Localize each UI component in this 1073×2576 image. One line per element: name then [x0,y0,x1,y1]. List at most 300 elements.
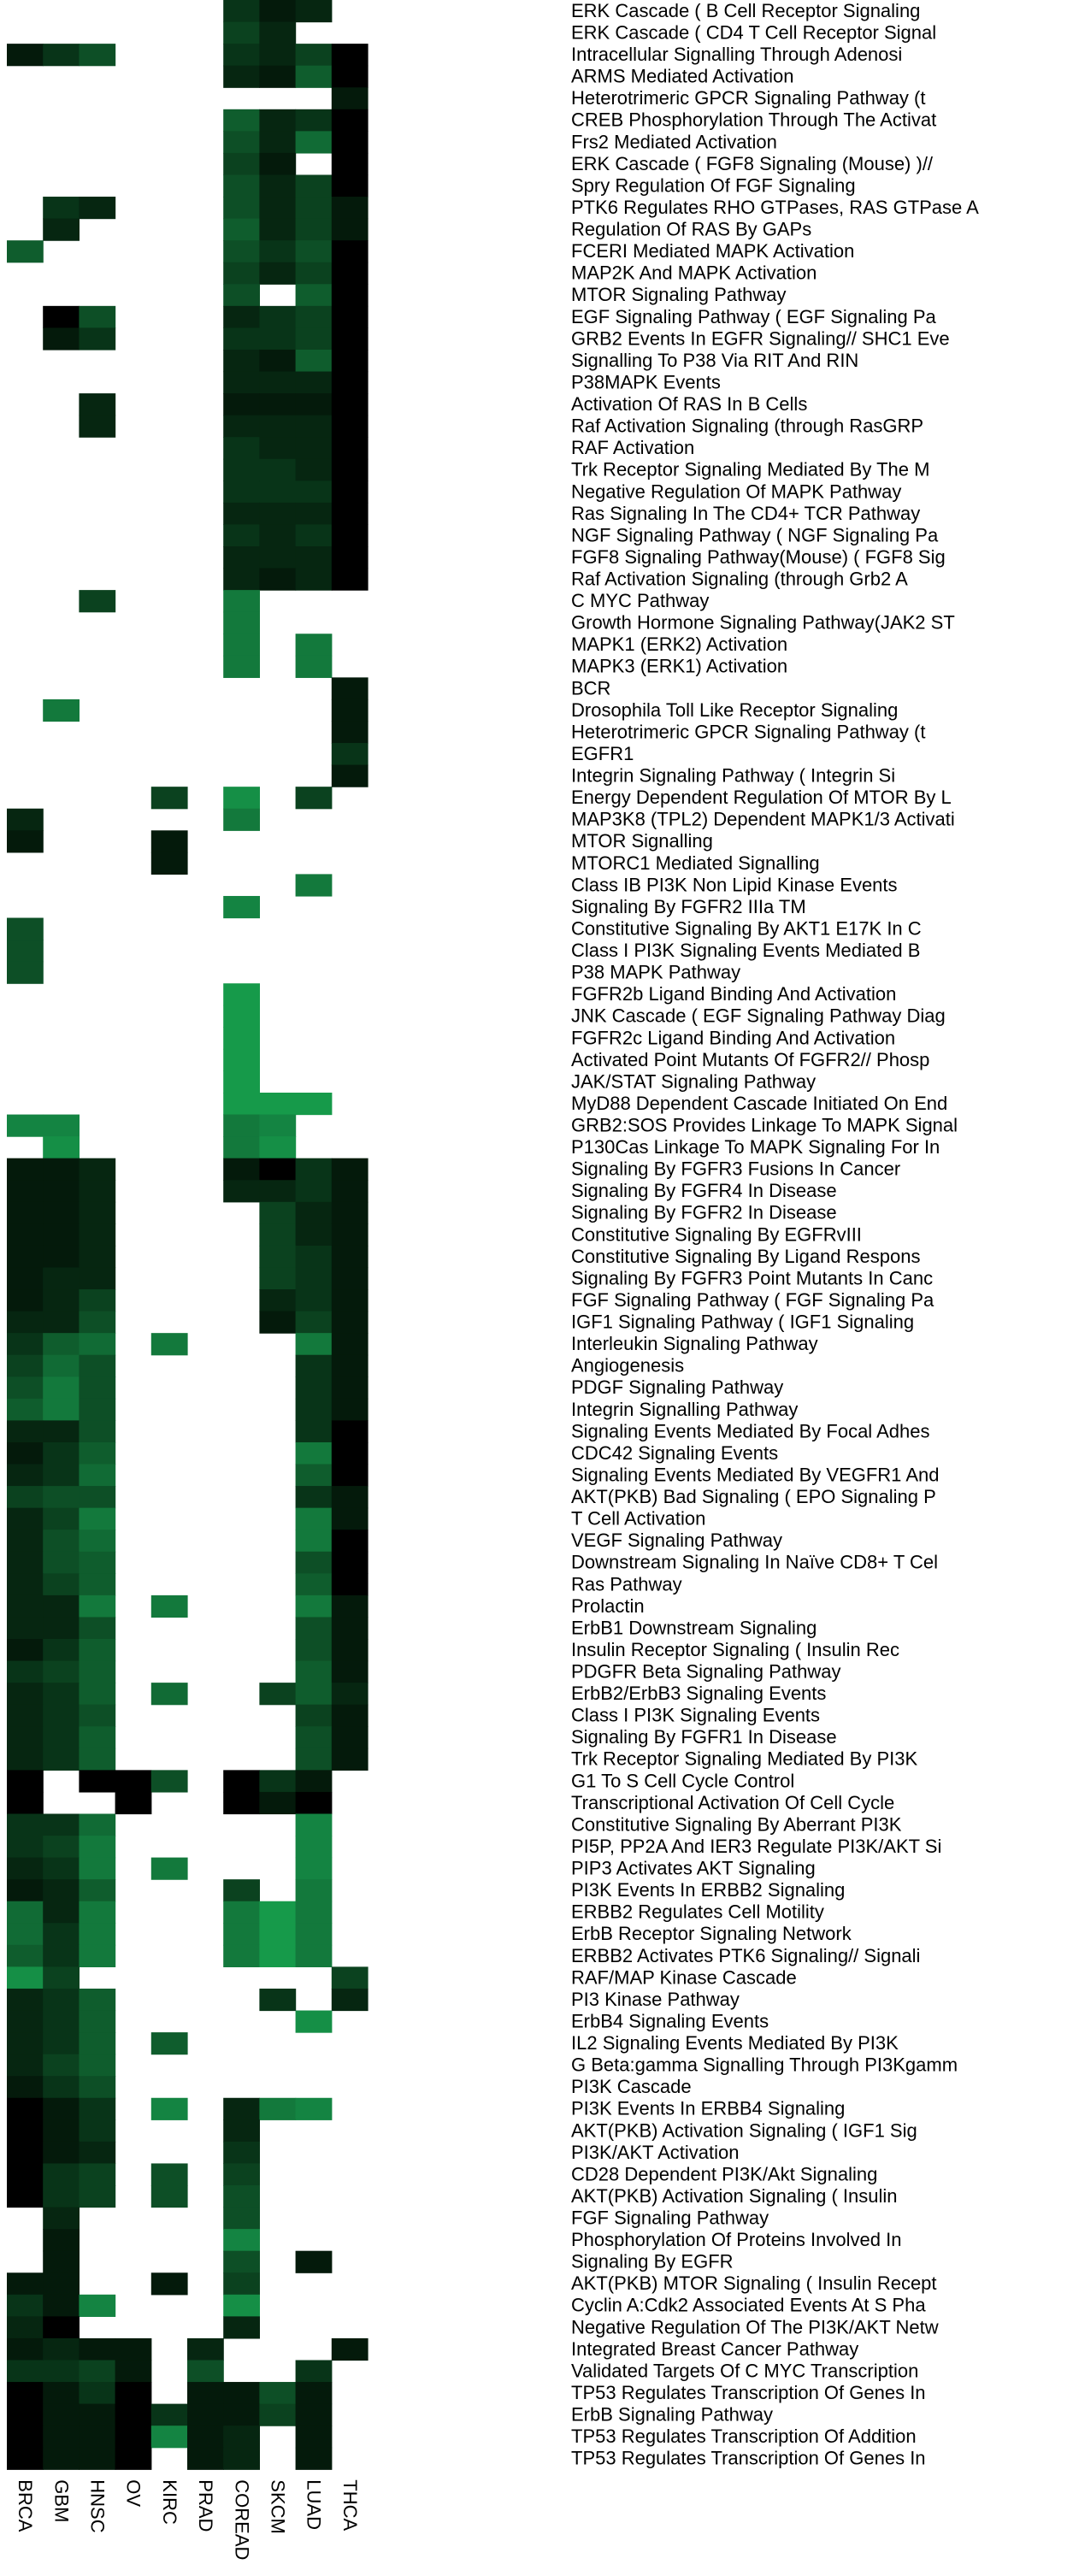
heatmap-cell [259,1223,296,1246]
heatmap-cell [223,22,260,44]
heatmap-cell [332,87,368,109]
heatmap-cell [332,546,368,569]
row-label: Raf Activation Signaling (through Grb2 A [571,568,908,590]
heatmap-cell [79,1376,115,1399]
heatmap-cell [259,372,296,394]
row-label: P38 MAPK Pathway [571,961,741,983]
heatmap-cell [296,1552,333,1574]
heatmap-cell [43,1420,80,1442]
heatmap-cell [79,1289,115,1312]
heatmap-cell [115,2338,152,2361]
heatmap-cell [151,1770,188,1792]
heatmap-cell [43,1923,80,1945]
heatmap-cell [43,2054,80,2077]
heatmap-cell [259,1202,296,1224]
heatmap-cell [79,2076,115,2098]
heatmap-cell [43,1966,80,1989]
heatmap-cell [223,306,260,328]
heatmap-cell [223,1005,260,1028]
heatmap-cell [43,2185,80,2208]
heatmap-cell [7,1312,44,1334]
column-label: GBM [50,2479,73,2523]
heatmap-cell [223,372,260,394]
heatmap-cell [43,1595,80,1618]
heatmap-cell [7,1246,44,1268]
heatmap-cell [79,2185,115,2208]
heatmap-cell [79,1573,115,1595]
heatmap-cell [43,1136,80,1158]
row-label: GRB2:SOS Provides Linkage To MAPK Signal [571,1114,958,1136]
heatmap-cell [332,1399,368,1421]
heatmap-cell [332,677,368,699]
heatmap-cell [79,2054,115,2077]
heatmap-cell [7,2316,44,2338]
row-label: ERK Cascade ( CD4 T Cell Receptor Signal [571,21,937,44]
heatmap-cell [296,350,333,372]
heatmap-cell [332,1508,368,1530]
heatmap-cell [332,393,368,416]
heatmap-cell [332,1246,368,1268]
heatmap-cell [259,1289,296,1312]
heatmap-cell [296,2360,333,2382]
heatmap-cell [259,503,296,525]
row-label: FGF Signaling Pathway ( FGF Signaling Pa [571,1288,934,1311]
row-label: Frs2 Mediated Activation [571,131,777,153]
heatmap-cell [259,22,296,44]
row-label: Prolactin [571,1595,645,1617]
heatmap-cell [223,1093,260,1115]
heatmap-cell [151,1333,188,1355]
row-label: ARMS Mediated Activation [571,65,794,87]
heatmap-cell [223,2251,260,2273]
heatmap-cell [332,1705,368,1727]
row-label: AKT(PKB) Activation Signaling ( Insulin [571,2184,898,2207]
row-label: FGFR2b Ligand Binding And Activation [571,983,897,1005]
heatmap-cell [259,1246,296,1268]
heatmap-cell [223,524,260,546]
heatmap-cell [223,983,260,1005]
heatmap-cell [223,2229,260,2251]
heatmap-cell [296,1465,333,1487]
heatmap-cell [223,2404,260,2426]
row-label: JNK Cascade ( EGF Signaling Pathway Diag [571,1005,946,1027]
row-label: PI3K Cascade [571,2076,692,2098]
heatmap-cell [296,2426,333,2448]
heatmap-cell [7,2272,44,2295]
heatmap-cell [79,1595,115,1618]
heatmap-cell [296,1726,333,1748]
row-label: T Cell Activation [571,1507,706,1530]
row-label: C MYC Pathway [571,590,710,612]
heatmap-cell [43,306,80,328]
heatmap-cell [43,1442,80,1465]
heatmap-cell [43,1748,80,1771]
heatmap-cell [296,66,333,88]
heatmap-cell [223,109,260,132]
heatmap-cell [296,874,333,896]
row-label: Ras Pathway [571,1573,682,1595]
heatmap-cell [259,1093,296,1115]
heatmap-cell [7,1726,44,1748]
row-label: MAPK3 (ERK1) Activation [571,655,788,677]
heatmap-cell [43,1836,80,1858]
heatmap-cell [43,1355,80,1377]
heatmap-cell [296,262,333,285]
heatmap-cell [43,1989,80,2011]
heatmap-cell [79,1333,115,1355]
heatmap-cell [223,612,260,634]
heatmap-cell [43,1530,80,1552]
heatmap-cell [43,1158,80,1181]
heatmap-cell [296,1246,333,1268]
heatmap-cell [7,1901,44,1924]
heatmap-cell [296,2382,333,2404]
heatmap-cell [79,1530,115,1552]
row-label: Heterotrimeric GPCR Signaling Pathway (t [571,721,926,743]
heatmap-cell [79,1836,115,1858]
row-label: Signaling By FGFR4 In Disease [571,1180,837,1202]
heatmap-cell [79,1617,115,1639]
heatmap-cell [296,524,333,546]
heatmap-cell [115,2448,152,2470]
heatmap-cell [7,2448,44,2470]
heatmap-cell [332,1530,368,1552]
heatmap-cell [187,2448,224,2470]
row-label: Signaling By FGFR3 Fusions In Cancer [571,1158,901,1180]
heatmap-cell [223,1945,260,1967]
heatmap-cell [43,219,80,241]
heatmap-cell [79,2360,115,2382]
heatmap-cell [79,1508,115,1530]
heatmap-cell [223,0,260,22]
row-label: CDC42 Signaling Events [571,1441,779,1464]
heatmap-cell [151,787,188,809]
heatmap-cell [259,219,296,241]
heatmap-cell [223,896,260,918]
heatmap-cell [332,153,368,175]
heatmap-cell [79,1246,115,1268]
heatmap-cell [259,1136,296,1158]
heatmap-cell [7,1683,44,1705]
heatmap-cell [332,262,368,285]
heatmap-cell [79,1748,115,1771]
heatmap-cell [259,1989,296,2011]
heatmap-cell [296,1639,333,1661]
heatmap-cell [259,1115,296,1137]
heatmap-cell [43,1617,80,1639]
row-labels [571,0,979,2469]
heatmap-cell [187,2426,224,2448]
heatmap-cell [296,437,333,459]
heatmap-cell [7,1661,44,1683]
heatmap-cell [7,2098,44,2120]
heatmap-cell [79,1901,115,1924]
heatmap-cell [7,1639,44,1661]
heatmap-cell [7,1595,44,1618]
heatmap-cell [79,2448,115,2470]
row-label: AKT(PKB) Bad Signaling ( EPO Signaling P [571,1486,936,1508]
heatmap-cell [332,1202,368,1224]
heatmap-cell [332,1595,368,1618]
heatmap-cell [223,2185,260,2208]
heatmap-cell [296,372,333,394]
heatmap-cell [79,1813,115,1836]
heatmap-cell [7,1923,44,1945]
row-label: Integrin Signaling Pathway ( Integrin Si [571,764,896,787]
heatmap-cell [332,569,368,591]
heatmap-cell [7,940,44,962]
row-label: Validated Targets Of C MYC Transcription [571,2360,919,2382]
heatmap-cell [223,2295,260,2317]
heatmap-cell [296,1770,333,1792]
row-label: Activation Of RAS In B Cells [571,393,808,416]
heatmap-cell [79,1223,115,1246]
heatmap-cell [296,1289,333,1312]
heatmap-cell [259,109,296,132]
heatmap-cell [332,459,368,481]
heatmap-cell [332,1420,368,1442]
heatmap-cell [296,634,333,656]
column-label: COREAD [231,2479,253,2561]
heatmap-cell [332,503,368,525]
heatmap-cell [43,327,80,350]
heatmap-cell [332,1158,368,1181]
heatmap-cell [296,503,333,525]
heatmap-cell [151,2404,188,2426]
row-label: ErbB1 Downstream Signaling [571,1617,817,1639]
heatmap-cell [79,1312,115,1334]
heatmap-cell [223,284,260,306]
heatmap-cell [79,2119,115,2142]
heatmap-cell [259,2404,296,2426]
heatmap-cell [296,393,333,416]
heatmap-cell [43,1202,80,1224]
heatmap-cell [296,480,333,503]
heatmap-cell [43,1289,80,1312]
heatmap-cell [296,1945,333,1967]
heatmap-cell [7,1879,44,1901]
heatmap-cell [296,174,333,197]
heatmap-cell [151,1683,188,1705]
row-label: Phosphorylation Of Proteins Involved In [571,2229,902,2251]
heatmap-cell [223,2272,260,2295]
heatmap-cell [79,2382,115,2404]
heatmap-cell [79,1202,115,1224]
heatmap-cell [7,1420,44,1442]
heatmap-cell [332,327,368,350]
heatmap-cell [79,1661,115,1683]
heatmap-cell [259,1923,296,1945]
heatmap-cell [332,1748,368,1771]
heatmap-cell [7,830,44,852]
heatmap-cell [259,44,296,66]
row-label: Class I PI3K Signaling Events [571,1704,821,1726]
row-label: Angiogenesis [571,1354,685,1376]
row-label: ErbB Receptor Signaling Network [571,1923,852,1945]
heatmap-cell [115,2382,152,2404]
row-label: Drosophila Toll Like Receptor Signaling [571,699,899,721]
heatmap-cell [223,327,260,350]
row-label: ErbB4 Signaling Events [571,2010,769,2032]
heatmap-cell [43,1879,80,1901]
heatmap-cell [296,1813,333,1836]
heatmap-cell [7,1202,44,1224]
heatmap-cell [79,1726,115,1748]
heatmap-cell [223,2382,260,2404]
heatmap-cell [115,1770,152,1792]
heatmap-cell [223,1180,260,1202]
row-label: MTOR Signalling [571,830,713,852]
heatmap-cell [79,393,115,416]
row-label: EGF Signaling Pathway ( EGF Signaling Pa [571,305,936,327]
heatmap-cell [43,2338,80,2361]
row-label: JAK/STAT Signaling Pathway [571,1070,817,1093]
heatmap-cell [259,416,296,438]
heatmap-cell [296,1158,333,1181]
row-label: Activated Point Mutants Of FGFR2// Phosp [571,1048,930,1070]
row-label: FGFR2c Ligand Binding And Activation [571,1027,896,1049]
row-label: P38MAPK Events [571,371,721,393]
heatmap-cell [79,2032,115,2054]
heatmap-cell [79,1879,115,1901]
heatmap-cell [7,1289,44,1312]
heatmap-cell [7,1813,44,1836]
row-label: Trk Receptor Signaling Mediated By PI3K [571,1748,918,1770]
heatmap-cell [43,1333,80,1355]
heatmap-cell [296,1661,333,1683]
row-label: Regulation Of RAS By GAPs [571,218,812,240]
heatmap-cell [332,1966,368,1989]
heatmap-cell [7,918,44,940]
heatmap-cell [79,1465,115,1487]
heatmap-cell [151,852,188,875]
heatmap-cell [296,2404,333,2426]
heatmap-cell [7,2338,44,2361]
row-label: Growth Hormone Signaling Pathway(JAK2 ST [571,611,955,634]
row-label: ErbB Signaling Pathway [571,2403,774,2426]
heatmap-cell [43,1639,80,1661]
heatmap-cell [223,1115,260,1137]
row-label: P130Cas Linkage To MAPK Signaling For In [571,1136,940,1158]
heatmap-cell [7,1552,44,1574]
row-label: Trk Receptor Signaling Mediated By The M [571,458,930,480]
heatmap-cell [259,1158,296,1181]
heatmap-cell [79,1267,115,1289]
heatmap-cell [296,2448,333,2470]
row-label: ErbB2/ErbB3 Signaling Events [571,1683,827,1705]
row-label: G1 To S Cell Cycle Control [571,1770,795,1792]
heatmap-cell [7,2011,44,2033]
heatmap-cell [7,809,44,831]
heatmap-cell [187,2382,224,2404]
heatmap-cell [43,1813,80,1836]
heatmap-cell [7,1158,44,1181]
heatmap-cell [151,2098,188,2120]
heatmap-cell [223,809,260,831]
heatmap-cell [79,2011,115,2033]
heatmap-cell [79,197,115,219]
row-label: MyD88 Dependent Cascade Initiated On End [571,1092,948,1114]
heatmap-cell [43,2011,80,2033]
heatmap-cell [7,2382,44,2404]
heatmap-cell [332,480,368,503]
heatmap-cell [332,437,368,459]
heatmap-cell [79,1552,115,1574]
row-label: ERBB2 Activates PTK6 Signaling// Signali [571,1944,921,1966]
heatmap-cell [332,699,368,722]
heatmap-cell [259,327,296,350]
heatmap-cell [79,590,115,612]
row-label: Negative Regulation Of The PI3K/AKT Netw [571,2316,939,2338]
row-label: Constitutive Signaling By AKT1 E17K In C [571,917,922,940]
heatmap-cell [332,1223,368,1246]
heatmap-cell [259,2382,296,2404]
heatmap-cell [332,1180,368,1202]
heatmap-cell [79,1486,115,1508]
heatmap-cell [43,197,80,219]
heatmap-cell [332,44,368,66]
row-label: Negative Regulation Of MAPK Pathway [571,480,902,503]
heatmap-cell [7,2163,44,2185]
heatmap-cell [43,1223,80,1246]
heatmap-cell [223,437,260,459]
heatmap-cell [296,2011,333,2033]
heatmap-cell [151,1595,188,1618]
heatmap-cell [259,350,296,372]
heatmap-cell [7,2404,44,2426]
heatmap-cell [79,1180,115,1202]
heatmap-cell [7,1836,44,1858]
column-label: LUAD [303,2479,325,2530]
row-label: Signaling By FGFR3 Point Mutants In Canc [571,1267,934,1289]
heatmap-cell [296,1486,333,1508]
row-label: Signaling Events Mediated By VEGFR1 And [571,1464,940,1486]
heatmap-cell [7,2360,44,2382]
heatmap-cell [43,1312,80,1334]
heatmap-cell [332,765,368,787]
heatmap-cell [79,2426,115,2448]
heatmap-cell [332,1683,368,1705]
heatmap-cell [43,1945,80,1967]
heatmap-cell [43,2098,80,2120]
heatmap-cell [296,1355,333,1377]
heatmap-cell [223,350,260,372]
heatmap-cell [223,546,260,569]
heatmap-cell [332,306,368,328]
heatmap-cell [296,1180,333,1202]
heatmap-cell [7,2185,44,2208]
heatmap-cell [296,219,333,241]
row-label: Downstream Signaling In Naïve CD8+ T Cel [571,1551,938,1573]
heatmap-cell [151,1858,188,1880]
heatmap-cell [7,1617,44,1639]
row-label: NGF Signaling Pathway ( NGF Signaling Pa [571,524,939,546]
heatmap-cell [43,2032,80,2054]
heatmap-cell [259,0,296,22]
heatmap-cell [332,721,368,743]
heatmap-cell [43,1858,80,1880]
heatmap-cell [332,1355,368,1377]
heatmap-cell [296,44,333,66]
heatmap-cell [259,197,296,219]
heatmap-cell [223,2448,260,2470]
heatmap-cell [296,1508,333,1530]
column-label: SKCM [267,2479,289,2534]
heatmap-cell [296,1792,333,1814]
heatmap-cell [7,1180,44,1202]
heatmap-cell [332,1552,368,1574]
heatmap-cell [79,2098,115,2120]
